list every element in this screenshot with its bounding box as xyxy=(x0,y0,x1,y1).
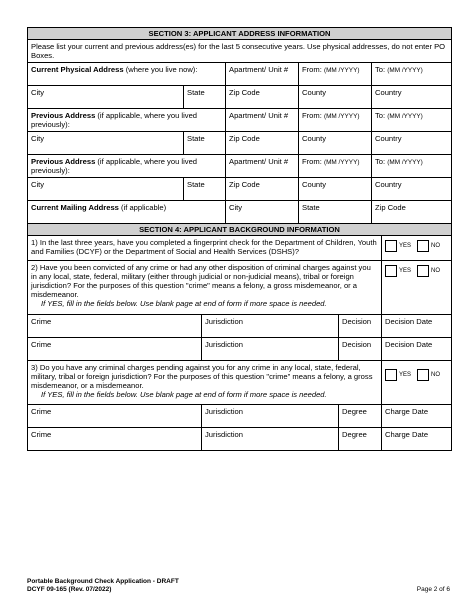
q3-answer xyxy=(381,361,451,404)
previous-from-format: (MM /YYYY) xyxy=(323,113,360,120)
q2-row xyxy=(28,261,451,315)
previous-2-from-label: From: xyxy=(302,157,322,166)
q3-charge-date-field[interactable]: Charge Date xyxy=(381,405,451,427)
mailing-state-field[interactable]: State xyxy=(298,201,371,223)
current-to-field[interactable] xyxy=(371,63,451,85)
q3-yes-checkbox[interactable] xyxy=(385,369,397,381)
q1-row xyxy=(28,236,451,261)
q2-text: 2) Have you been convicted of any crime or had any other disposition of criminal charges against you in any local, state, federal, military (either through judicial or non-judicial means), tribal or foreign jurisdiction? For the purposes of this question "crime" means a felony, a gross misdemeanor, or a misdemeanor. xyxy=(31,263,371,299)
current-from-format: (MM /YYYY) xyxy=(323,67,360,74)
footer-form-id: DCYF 09-165 (Rev. 07/2022) xyxy=(27,586,112,593)
q2-entry-row xyxy=(28,315,451,338)
q2-jurisdiction-field[interactable]: Jurisdiction xyxy=(201,338,338,360)
q2-crime-field[interactable]: Crime xyxy=(31,340,52,349)
mailing-address-sub: (if applicable) xyxy=(118,203,167,212)
previous-2-from-format: (MM /YYYY) xyxy=(323,159,360,166)
q1-answer xyxy=(381,236,451,260)
current-from-field[interactable] xyxy=(298,63,371,85)
q2-no-label: NO xyxy=(431,267,441,274)
previous-zip-field[interactable]: Zip Code xyxy=(225,132,298,154)
q3-entry-row xyxy=(28,428,451,451)
q3-degree-field[interactable]: Degree xyxy=(338,405,381,427)
mailing-address-label: Current Mailing Address xyxy=(31,203,119,212)
current-county-field[interactable]: County xyxy=(298,86,371,108)
previous-country-field[interactable]: Country xyxy=(371,132,451,154)
current-address-sub: (where you live now): xyxy=(123,65,198,74)
previous-city-row xyxy=(28,132,451,155)
q3-row xyxy=(28,361,451,405)
previous-address-field[interactable] xyxy=(28,109,225,131)
previous-address-2-sub: (if applicable, where you lived previously): xyxy=(31,157,198,175)
q3-question-cell xyxy=(28,361,381,404)
q2-note: If YES, fill in the fields below. Use blank page at end of form if more space is needed. xyxy=(41,299,327,308)
current-state-field[interactable]: State xyxy=(183,86,225,108)
previous-to-format: (MM /YYYY) xyxy=(387,113,423,120)
previous-2-city-row xyxy=(28,178,451,201)
section3-instructions: Please list your current and previous address(es) for the last 5 consecutive years. Use physical addresses, do not enter PO Boxes. xyxy=(31,42,446,60)
current-address-label: Current Physical Address xyxy=(31,65,124,74)
current-address-row xyxy=(28,63,451,86)
q2-yes-checkbox[interactable] xyxy=(385,265,397,277)
q1-no-checkbox[interactable] xyxy=(417,240,429,252)
q3-crime-field[interactable]: Crime xyxy=(31,407,52,416)
previous-2-zip-field[interactable]: Zip Code xyxy=(225,178,298,200)
q3-degree-field[interactable]: Degree xyxy=(338,428,381,450)
current-to-format: (MM /YYYY) xyxy=(387,67,423,74)
previous-address-2-field[interactable] xyxy=(28,155,225,177)
q3-no-label: NO xyxy=(431,371,441,378)
previous-2-from-field[interactable] xyxy=(298,155,371,177)
section3-header xyxy=(28,28,451,40)
q1-yes-checkbox[interactable] xyxy=(385,240,397,252)
previous-from-label: From: xyxy=(302,111,322,120)
previous-to-field[interactable] xyxy=(371,109,451,131)
previous-from-field[interactable] xyxy=(298,109,371,131)
mailing-address-row xyxy=(28,201,451,224)
q2-entry-row xyxy=(28,338,451,361)
page-footer xyxy=(27,578,450,594)
q2-question-cell xyxy=(28,261,381,314)
previous-2-to-field[interactable] xyxy=(371,155,451,177)
previous-address-sub: (if applicable, where you lived previously): xyxy=(31,111,198,129)
previous-address-label: Previous Address xyxy=(31,111,96,120)
q3-entry-row xyxy=(28,405,451,428)
current-zip-field[interactable]: Zip Code xyxy=(225,86,298,108)
previous-state-field[interactable]: State xyxy=(183,132,225,154)
form-page xyxy=(27,27,452,451)
mailing-address-field[interactable] xyxy=(28,201,225,223)
previous-2-state-field[interactable]: State xyxy=(183,178,225,200)
current-from-label: From: xyxy=(302,65,322,74)
q2-crime-field[interactable]: Crime xyxy=(31,317,52,326)
previous-county-field[interactable]: County xyxy=(298,132,371,154)
section3-title: SECTION 3: APPLICANT ADDRESS INFORMATION xyxy=(148,29,331,38)
previous-apt-field[interactable]: Apartment/ Unit # xyxy=(225,109,298,131)
q2-decision-field[interactable]: Decision xyxy=(338,315,381,337)
section4-header xyxy=(28,224,451,236)
footer-page-number: Page 2 of 6 xyxy=(416,586,450,593)
q1-text: 1) In the last three years, have you completed a fingerprint check for the Department of Children, Youth and Families (DCYF) or the Department of Social and Health Services (DSHS)? xyxy=(31,238,377,256)
q2-answer xyxy=(381,261,451,314)
mailing-city-field[interactable]: City xyxy=(225,201,298,223)
section3-instructions-row xyxy=(28,40,451,63)
previous-address-2-row xyxy=(28,155,451,178)
q2-decision-date-field[interactable]: Decision Date xyxy=(381,315,451,337)
previous-2-apt-field[interactable]: Apartment/ Unit # xyxy=(225,155,298,177)
previous-2-county-field[interactable]: County xyxy=(298,178,371,200)
q1-no-label: NO xyxy=(431,242,441,249)
previous-2-to-label: To: xyxy=(375,157,386,166)
current-apt-field[interactable]: Apartment/ Unit # xyxy=(225,63,298,85)
previous-address-row xyxy=(28,109,451,132)
q2-yes-label: YES xyxy=(399,267,412,274)
previous-city-field[interactable]: City xyxy=(31,134,45,143)
footer-title: Portable Background Check Application - DRAFT xyxy=(27,578,179,585)
mailing-zip-field[interactable]: Zip Code xyxy=(371,201,451,223)
current-city-row xyxy=(28,86,451,109)
current-address-field[interactable] xyxy=(28,63,225,85)
q3-crime-field[interactable]: Crime xyxy=(31,430,52,439)
q2-no-checkbox[interactable] xyxy=(417,265,429,277)
q2-decision-field[interactable]: Decision xyxy=(338,338,381,360)
q3-jurisdiction-field[interactable]: Jurisdiction xyxy=(201,405,338,427)
previous-to-label: To: xyxy=(375,111,386,120)
section4-title: SECTION 4: APPLICANT BACKGROUND INFORMATION xyxy=(139,225,340,234)
q3-note: If YES, fill in the fields below. Use blank page at end of form if more space is needed. xyxy=(41,390,327,399)
current-to-label: To: xyxy=(375,65,386,74)
q3-yes-label: YES xyxy=(399,371,412,378)
current-country-field[interactable]: Country xyxy=(371,86,451,108)
q3-charge-date-field[interactable]: Charge Date xyxy=(381,428,451,450)
q3-text: 3) Do you have any criminal charges pending against you for any crime in any local, state, federal, military, tribal or foreign jurisdiction? For the purposes of this question "crime" means a felony, a gross misdemeanor, or a misdemeanor. xyxy=(31,363,373,390)
current-city-field[interactable]: City xyxy=(31,88,45,97)
previous-2-country-field[interactable]: Country xyxy=(371,178,451,200)
previous-2-to-format: (MM /YYYY) xyxy=(387,159,423,166)
q2-jurisdiction-field[interactable]: Jurisdiction xyxy=(201,315,338,337)
q3-no-checkbox[interactable] xyxy=(417,369,429,381)
q2-decision-date-field[interactable]: Decision Date xyxy=(381,338,451,360)
previous-2-city-field[interactable]: City xyxy=(31,180,45,189)
q1-yes-label: YES xyxy=(399,242,412,249)
q3-jurisdiction-field[interactable]: Jurisdiction xyxy=(201,428,338,450)
previous-address-2-label: Previous Address xyxy=(31,157,96,166)
